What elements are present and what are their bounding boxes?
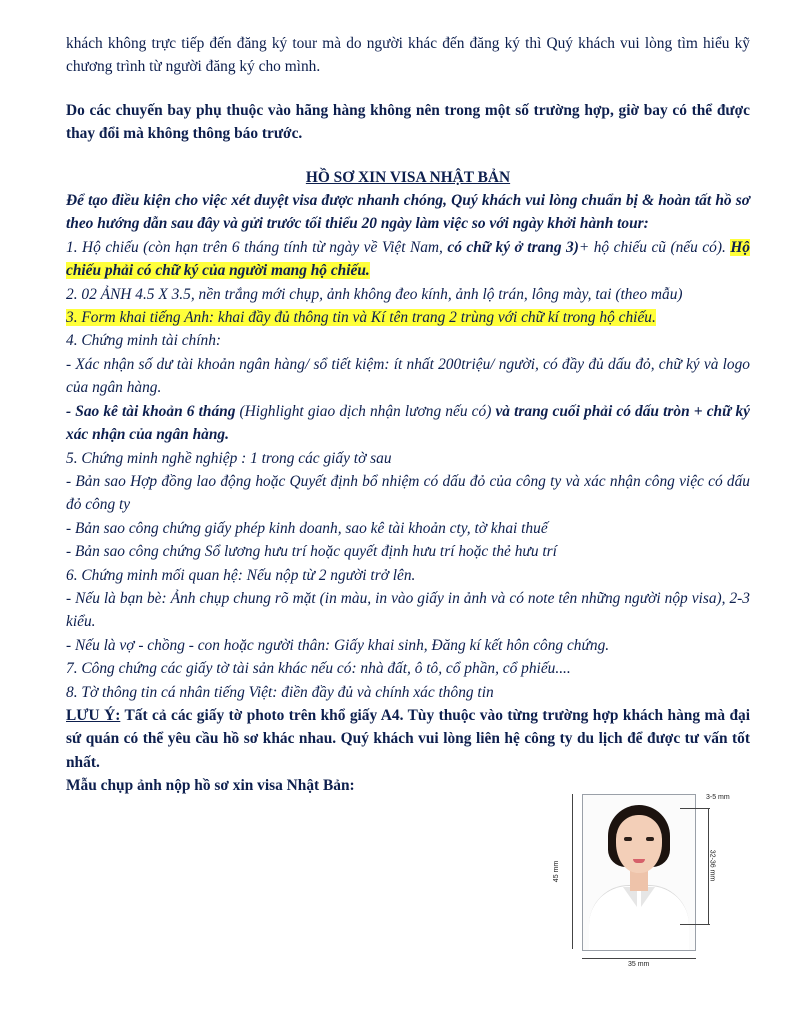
visa-intro: Để tạo điều kiện cho việc xét duyệt visa được nhanh chóng, Quý khách vui lòng chuẩn bị & hoàn tất hồ sơ theo hướng dẫn sau đây và gửi trước tối thiểu 20 ngày làm việc so với ngày khởi hành tour:	[66, 192, 750, 233]
height-label: 45 mm	[553, 860, 561, 883]
right-eye	[646, 837, 654, 841]
visa-item-2: 2. 02 ẢNH 4.5 X 3.5, nền trắng mới chụp, ảnh không đeo kính, ảnh lộ trán, lông mày, tai (theo mẫu)	[66, 285, 683, 303]
visa-photo-sample	[553, 788, 730, 978]
visa-item-6: 6. Chứng minh mối quan hệ: Nếu nộp từ 2 người trở lên.	[66, 566, 416, 584]
photo-caption: Mẫu chụp ảnh nộp hồ sơ xin visa Nhật Bản:	[66, 777, 355, 795]
item1-tail: + hộ chiếu cũ (nếu có).	[578, 238, 731, 256]
visa-item-4b	[66, 400, 750, 447]
visa-item-8: 8. Tờ thông tin cá nhân tiếng Việt: điền đầy đủ và chính xác thông tin	[66, 683, 494, 701]
visa-item-7: 7. Công chứng các giấy tờ tài sản khác nếu có: nhà đất, ô tô, cổ phần, cổ phiếu....	[66, 660, 571, 678]
item4b-normal: (Highlight giao dịch nhận lương nếu có)	[235, 402, 496, 420]
visa-item-6b: - Nếu là vợ - chồng - con hoặc người thân: Giấy khai sinh, Đăng kí kết hôn công chứng.	[66, 636, 610, 654]
intro-paragraph: khách không trực tiếp đến đăng ký tour mà do người khác đến đăng ký thì Quý khách vui lòng tìm hiểu kỹ chương trình từ người đăng ký cho mình.	[66, 35, 750, 76]
visa-item-6a: - Nếu là bạn bè: Ảnh chụp chung rõ mặt (in màu, in vào giấy in ảnh và có note tên những người nộp visa), 2-3 kiểu.	[66, 589, 750, 631]
left-eye	[624, 837, 632, 841]
flight-note: Do các chuyến bay phụ thuộc vào hãng hàng không nên trong một số trường hợp, giờ bay có thể được thay đổi mà không thông báo trước.	[66, 101, 750, 143]
top-margin-label: 3-5 mm	[706, 794, 730, 801]
chin-guide-line	[680, 924, 710, 925]
visa-item-1	[66, 236, 750, 283]
item3-highlight: 3. Form khai tiếng Anh: khai đầy đủ thông tin và Kí tên trang 2 trùng với chữ kí trong hộ chiếu.	[66, 309, 656, 327]
visa-item-3	[66, 306, 750, 329]
photo-frame	[582, 794, 696, 951]
visa-heading: HỒ SƠ XIN VISA NHẬT BẢN	[305, 168, 511, 186]
item1-bold: có chữ ký ở trang 3)	[447, 238, 579, 256]
note-text: Tất cả các giấy tờ photo trên khổ giấy A4. Tùy thuộc vào từng trường hợp khách hàng mà đại sứ quán có thể yêu cầu hồ sơ khác nhau. Quý khách vui lòng liên hệ công ty du lịch để được tư vấn tốt nhất.	[66, 706, 750, 771]
item1-text: 1. Hộ chiếu (còn hạn trên 6 tháng tính từ ngày về Việt Nam,	[66, 238, 448, 256]
height-dimension-line	[572, 794, 573, 949]
top-guide-line	[680, 808, 710, 809]
visa-item-5: 5. Chứng minh nghề nghiệp : 1 trong các giấy tờ sau	[66, 449, 392, 467]
visa-item-4a: - Xác nhận số dư tài khoản ngân hàng/ sổ tiết kiệm: ít nhất 200triệu/ người, có đầy đủ dấu đỏ, chữ ký và logo của ngân hàng.	[66, 355, 750, 397]
item1-highlight: Hộ chiếu phải có chữ ký của người mang hộ chiếu.	[66, 238, 750, 280]
face-shape	[616, 815, 662, 873]
width-label: 35 mm	[628, 961, 650, 968]
item4b-bold-tail: và trang cuối phải có dấu tròn + chữ ký xác nhận của ngân hàng.	[66, 402, 750, 444]
note-label: LƯU Ý:	[66, 706, 121, 724]
visa-item-5a: - Bản sao Hợp đồng lao động hoặc Quyết định bổ nhiệm có dấu đỏ của công ty và xác nhận công việc có dấu đỏ công ty	[66, 472, 750, 514]
face-label: 32-36 mm	[708, 849, 716, 882]
shirt-shape	[589, 885, 689, 951]
visa-item-5b: - Bản sao công chứng giấy phép kinh doanh, sao kê tài khoản cty, tờ khai thuế	[66, 519, 548, 537]
width-dimension-line	[582, 958, 696, 959]
visa-item-5c: - Bản sao công chứng Sổ lương hưu trí hoặc quyết định hưu trí hoặc thẻ hưu trí	[66, 543, 557, 561]
item4b-bold: - Sao kê tài khoản 6 tháng	[66, 402, 236, 420]
visa-note	[66, 704, 750, 774]
visa-item-4: 4. Chứng minh tài chính:	[66, 332, 222, 350]
